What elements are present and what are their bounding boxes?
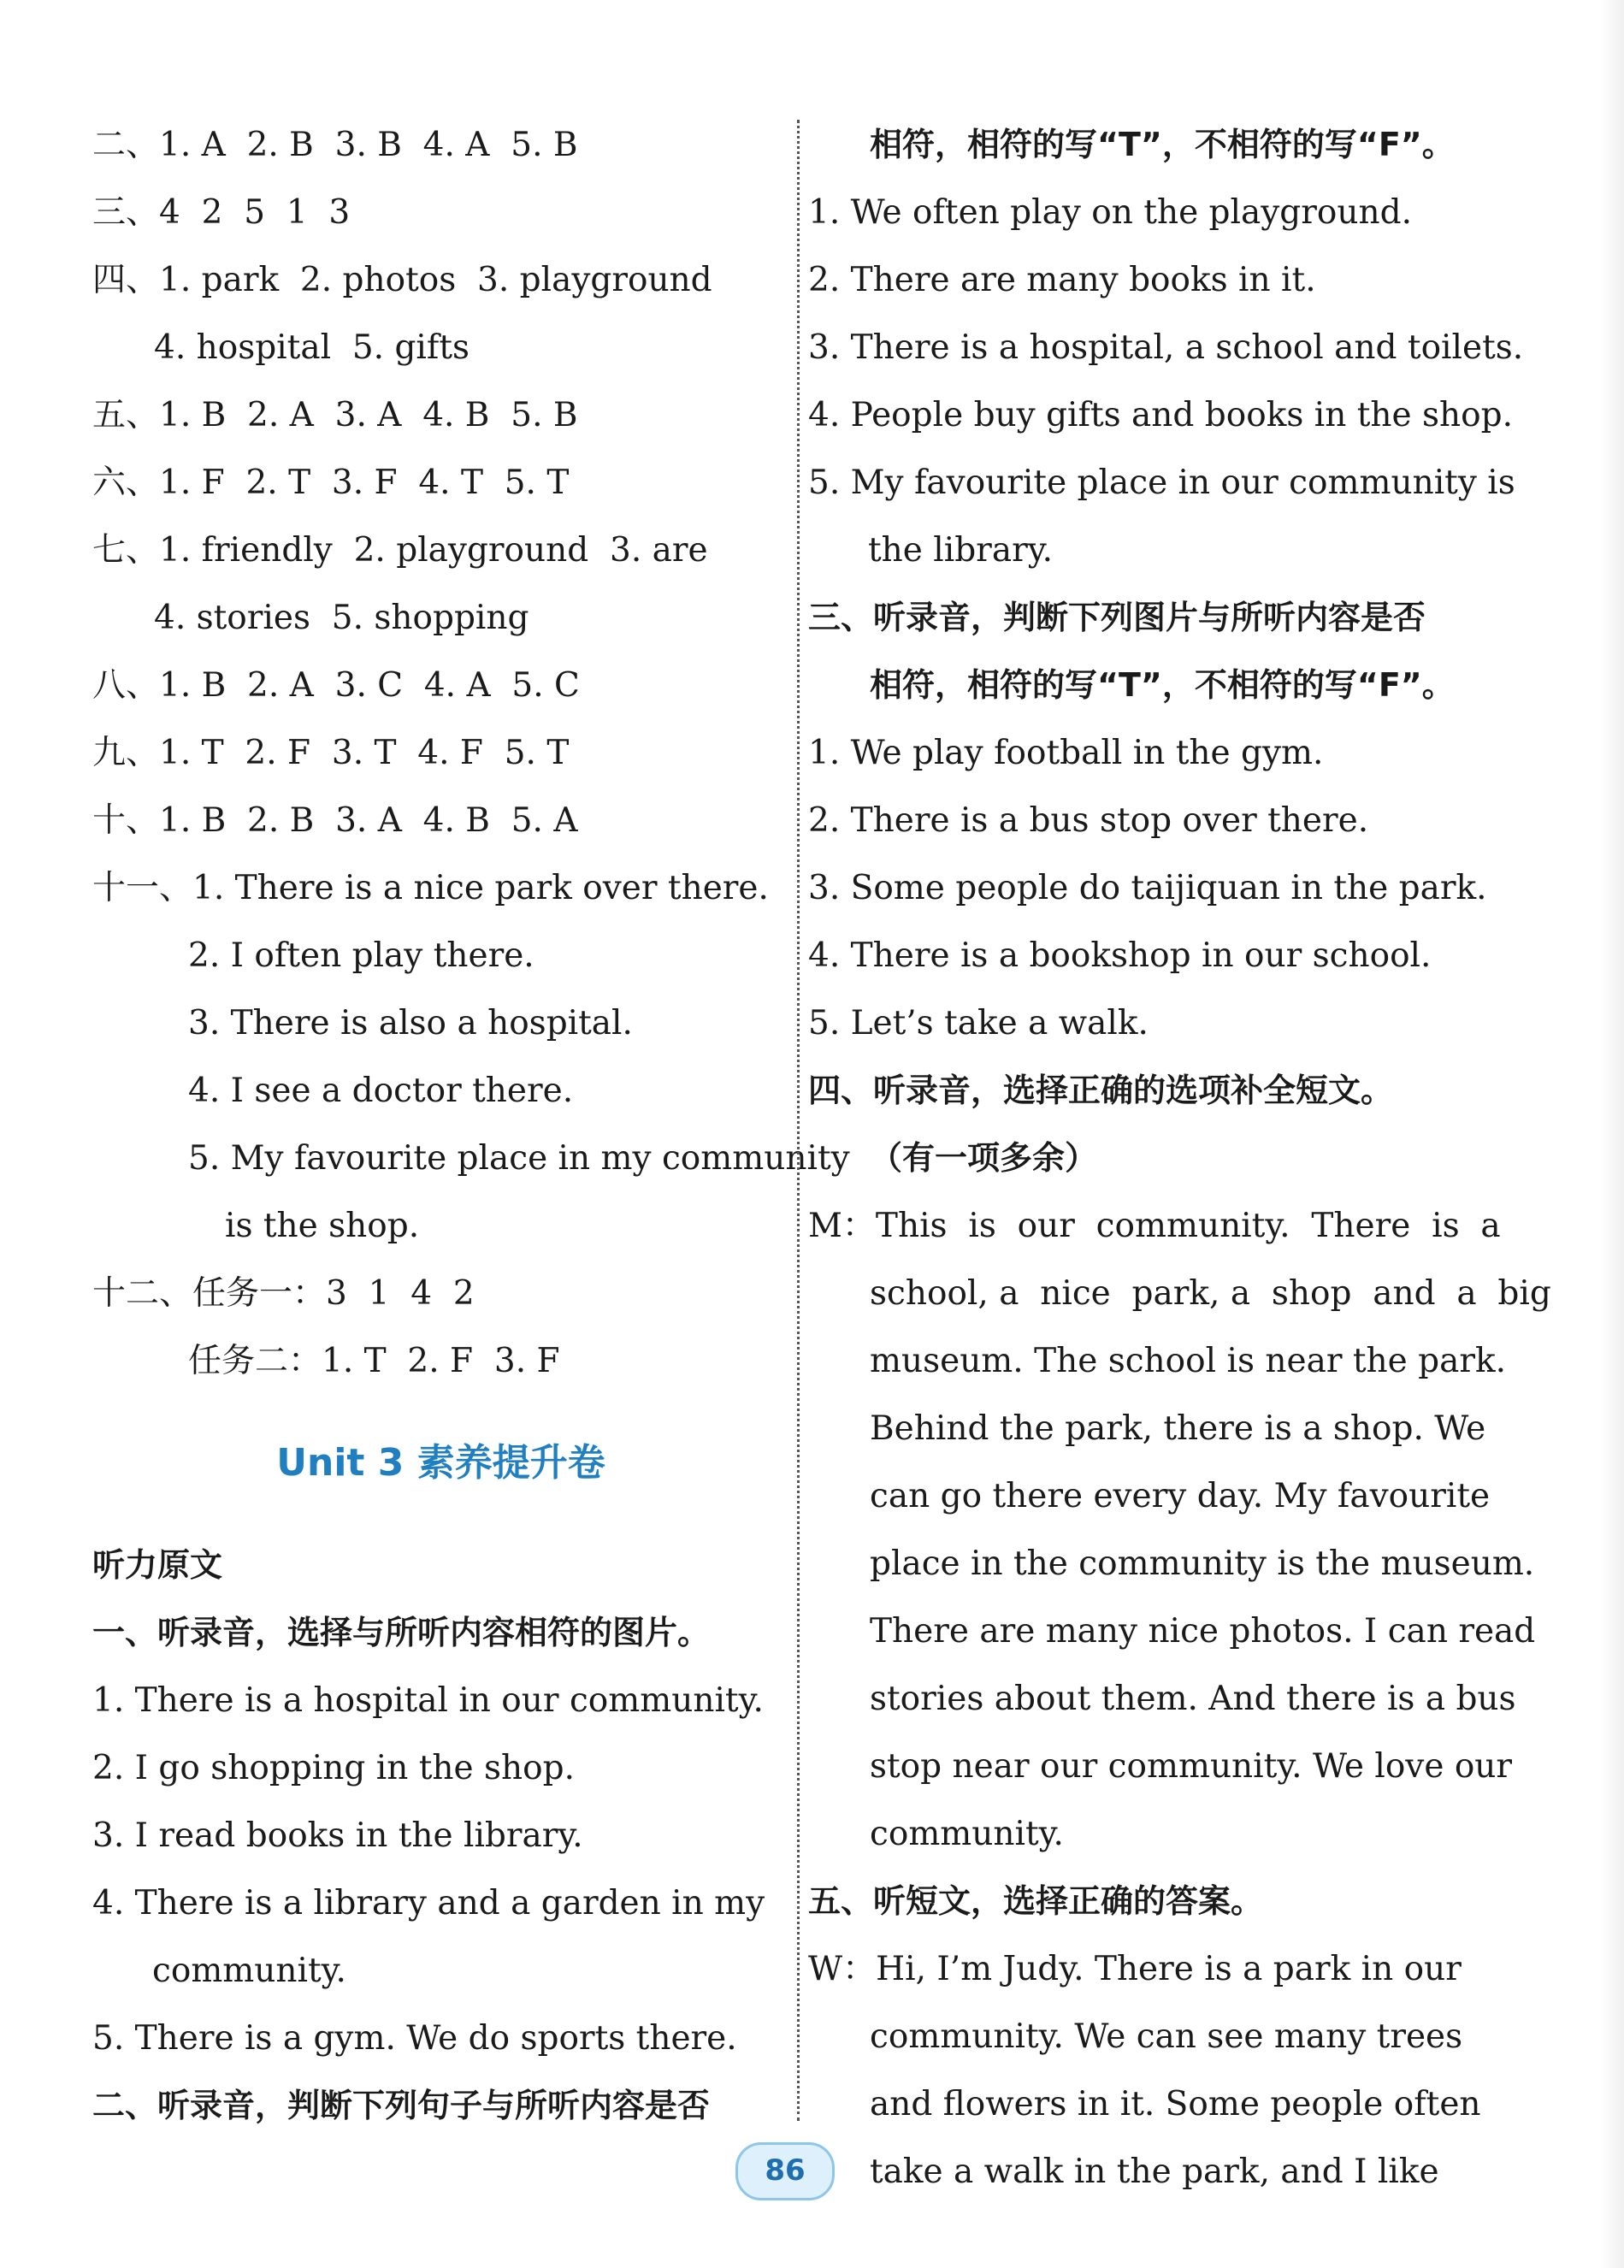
column-divider <box>797 120 800 2121</box>
section-4-note: （有一项多余） <box>870 1139 1098 1177</box>
section-1-item-3: 3. I read books in the library. <box>92 1816 583 1855</box>
answer-line-5: 五、1. B 2. A 3. A 4. B 5. B <box>92 396 578 434</box>
page-number: 86 <box>735 2142 835 2200</box>
section-4-passage-line: community. <box>870 1815 1064 1853</box>
section-5-passage-line: W：Hi, I’m Judy. There is a park in our <box>808 1950 1462 1988</box>
section-1-item-4-cont: community. <box>152 1952 346 1990</box>
section-4-passage-line: school, a nice park, a shop and a big <box>870 1274 1551 1313</box>
section-3-item-2: 2. There is a bus stop over there. <box>808 801 1369 840</box>
section-1-item-1: 1. There is a hospital in our community. <box>92 1681 764 1720</box>
section-3-item-1: 1. We play football in the gym. <box>808 734 1324 772</box>
answer-line-8: 八、1. B 2. A 3. C 4. A 5. C <box>92 666 580 705</box>
section-2-item-5: 5. My favourite place in our community is <box>808 464 1515 502</box>
section-2-item-1: 1. We often play on the playground. <box>808 193 1412 232</box>
answer-line-11-item3: 3. There is also a hospital. <box>188 1004 633 1042</box>
section-4-passage-line: Behind the park, there is a shop. We <box>870 1409 1486 1448</box>
section-1-item-5: 5. There is a gym. We do sports there. <box>92 2019 737 2058</box>
section-4-passage-line: There are many nice photos. I can read <box>870 1612 1536 1651</box>
answer-line-9: 九、1. T 2. F 3. T 4. F 5. T <box>92 734 570 772</box>
answer-line-10: 十、1. B 2. B 3. A 4. B 5. A <box>92 801 578 840</box>
section-3-title: 三、听录音，判断下列图片与所听内容是否 <box>808 599 1426 636</box>
answer-line-3: 三、4 2 5 1 3 <box>92 193 351 232</box>
section-1-item-2: 2. I go shopping in the shop. <box>92 1749 575 1787</box>
section-5-passage-line: and flowers in it. Some people often <box>870 2085 1481 2123</box>
section-2-title: 二、听录音，判断下列句子与所听内容是否 <box>92 2087 711 2124</box>
section-1-item-4: 4. There is a library and a garden in my <box>92 1884 765 1922</box>
section-5-title: 五、听短文，选择正确的答案。 <box>808 1882 1264 1920</box>
listening-title: 听力原文 <box>92 1546 223 1584</box>
section-1-title: 一、听录音，选择与所听内容相符的图片。 <box>92 1614 711 1651</box>
section-3-title-cont: 相符，相符的写“T”，不相符的写“F”。 <box>870 666 1455 704</box>
answer-line-11: 十一、1. There is a nice park over there. <box>92 869 769 907</box>
section-3-item-5: 5. Let’s take a walk. <box>808 1004 1149 1042</box>
answer-line-4: 四、1. park 2. photos 3. playground <box>92 261 712 299</box>
section-4-passage-line: stories about them. And there is a bus <box>870 1680 1516 1718</box>
section-5-passage-line: community. We can see many trees <box>870 2017 1463 2056</box>
left-column <box>92 111 850 2140</box>
section-4-passage-line: can go there every day. My favourite <box>870 1477 1491 1515</box>
section-4-passage-line: place in the community is the museum. <box>870 1544 1535 1583</box>
section-2-item-2: 2. There are many books in it. <box>808 261 1316 299</box>
unit-title: Unit 3 素养提升卷 <box>276 1441 605 1485</box>
section-4-passage-line: M：This is our community. There is a <box>808 1207 1501 1245</box>
section-3-item-3: 3. Some people do taijiquan in the park. <box>808 869 1487 907</box>
answer-line-11-item4: 4. I see a doctor there. <box>188 1072 574 1110</box>
answer-line-12: 十二、任务一：3 1 4 2 <box>92 1274 475 1313</box>
answer-line-7: 七、1. friendly 2. playground 3. are <box>92 531 708 570</box>
answer-line-7-cont: 4. stories 5. shopping <box>154 599 529 637</box>
section-3-item-4: 4. There is a bookshop in our school. <box>808 936 1432 975</box>
section-2-item-4: 4. People buy gifts and books in the shop. <box>808 396 1513 434</box>
section-4-title: 四、听录音，选择正确的选项补全短文。 <box>808 1072 1394 1109</box>
section-2-title-cont: 相符，相符的写“T”，不相符的写“F”。 <box>870 126 1455 163</box>
answer-line-2: 二、1. A 2. B 3. B 4. A 5. B <box>92 126 578 164</box>
section-2-item-5-cont: the library. <box>868 531 1053 570</box>
answer-line-12-task2: 任务二：1. T 2. F 3. F <box>188 1342 560 1380</box>
page-edge-shadow <box>1600 0 1624 2268</box>
section-4-passage-line: museum. The school is near the park. <box>870 1342 1507 1380</box>
section-5-passage-line: take a walk in the park, and I like <box>870 2153 1439 2191</box>
answer-line-11-item5-cont: is the shop. <box>225 1207 420 1245</box>
answer-line-11-item5: 5. My favourite place in my community <box>188 1139 850 1178</box>
answer-line-11-item2: 2. I often play there. <box>188 936 534 975</box>
right-column <box>808 111 1551 2206</box>
answer-line-4-cont: 4. hospital 5. gifts <box>154 328 470 367</box>
section-2-item-3: 3. There is a hospital, a school and toilets. <box>808 328 1524 367</box>
section-4-passage-line: stop near our community. We love our <box>870 1747 1513 1786</box>
answer-line-6: 六、1. F 2. T 3. F 4. T 5. T <box>92 464 570 502</box>
